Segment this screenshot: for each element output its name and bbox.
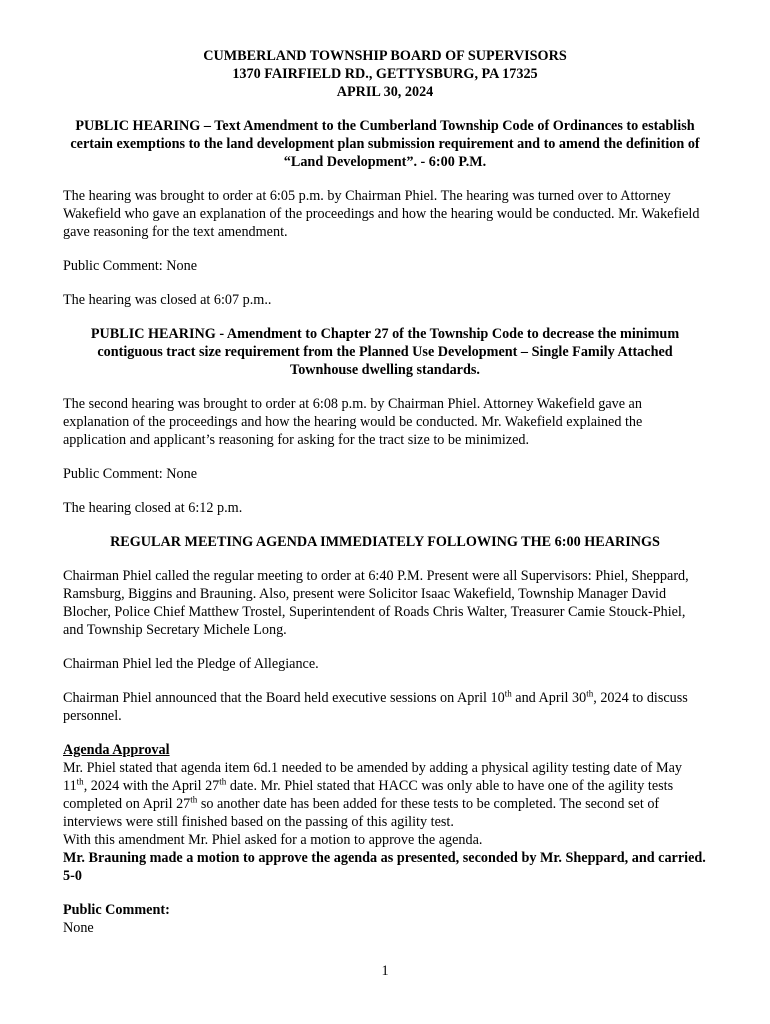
hearing-2-body: The second hearing was brought to order at 6:08 p.m. by Chairman Phiel. Attorney Wakefield gave an explanation of the proceedings and how the hearing would be conducted. Mr. Wakefield explained the application and applicant’s reasoning for asking for the tract size to be minimized. — [63, 396, 643, 448]
hearing-1-public-comment: Public Comment: None — [63, 258, 197, 274]
hearing-2-title: PUBLIC HEARING - Amendment to Chapter 27 of the Township Code to decrease the minimum contiguous tract size requirement from the Planned Use Development – Single Family Attached Townhouse dwelling standards. — [90, 326, 680, 378]
regular-meeting-title: REGULAR MEETING AGENDA IMMEDIATELY FOLLOWING THE 6:00 HEARINGS — [110, 534, 660, 550]
public-comment-value: None — [63, 920, 94, 936]
document-page — [63, 47, 707, 937]
agenda-approval-section — [63, 741, 707, 885]
hearing-2-section — [63, 325, 707, 517]
regular-meeting-body: Chairman Phiel called the regular meeting to order at 6:40 P.M. Present were all Supervisors: Phiel, Sheppard, Ramsburg, Biggins and Brauning. Also, present were Solicitor Isaac Wakefield, Township Manager David Blocher, Police Chief Matthew Trostel, Superintendent of Roads Chris Walter, Treasurer Camie Stouck-Phiel, and Township Secretary Michele Long. — [63, 568, 689, 638]
pledge-text: Chairman Phiel led the Pledge of Allegiance. — [63, 656, 319, 672]
header-date: APRIL 30, 2024 — [336, 84, 434, 100]
document-header — [63, 47, 707, 101]
hearing-2-public-comment: Public Comment: None — [63, 466, 197, 482]
agenda-approval-heading: Agenda Approval — [63, 742, 170, 758]
regular-meeting-section — [63, 533, 707, 725]
executive-session-text: Chairman Phiel announced that the Board held executive sessions on April 10th and April 30th, 2024 to discuss personnel. — [63, 688, 688, 724]
agenda-motion-result: Mr. Brauning made a motion to approve the agenda as presented, seconded by Mr. Sheppard, and carried. 5-0 — [63, 850, 706, 884]
hearing-1-title: PUBLIC HEARING – Text Amendment to the Cumberland Township Code of Ordinances to establish certain exemptions to the land development plan submission requirement and to amend the definition of “Land Development”. - 6:00 P.M. — [70, 118, 700, 170]
hearing-2-closed: The hearing closed at 6:12 p.m. — [63, 500, 243, 516]
agenda-motion-request: With this amendment Mr. Phiel asked for a motion to approve the agenda. — [63, 832, 483, 848]
hearing-1-body: The hearing was brought to order at 6:05 p.m. by Chairman Phiel. The hearing was turned over to Attorney Wakefield who gave an explanation of the proceedings and how the hearing would be conducted. Mr. Wakefield gave reasoning for the text amendment. — [63, 188, 700, 240]
page-number: 1 — [381, 963, 389, 979]
hearing-1-section — [63, 117, 707, 309]
header-board-name: CUMBERLAND TOWNSHIP BOARD OF SUPERVISORS — [203, 48, 567, 64]
public-comment-section — [63, 901, 707, 937]
hearing-1-closed: The hearing was closed at 6:07 p.m.. — [63, 292, 272, 308]
header-address: 1370 FAIRFIELD RD., GETTYSBURG, PA 17325 — [232, 66, 538, 82]
agenda-approval-body: Mr. Phiel stated that agenda item 6d.1 needed to be amended by adding a physical agility testing date of May 11th, 2024 with the April 27th date. Mr. Phiel stated that HACC was only able to have one of the agility tests completed on April 27th so another date has been added for these tests to be completed. The second set of interviews were still finished based on the passing of this agility test. — [63, 760, 682, 830]
public-comment-heading: Public Comment: — [63, 902, 170, 918]
